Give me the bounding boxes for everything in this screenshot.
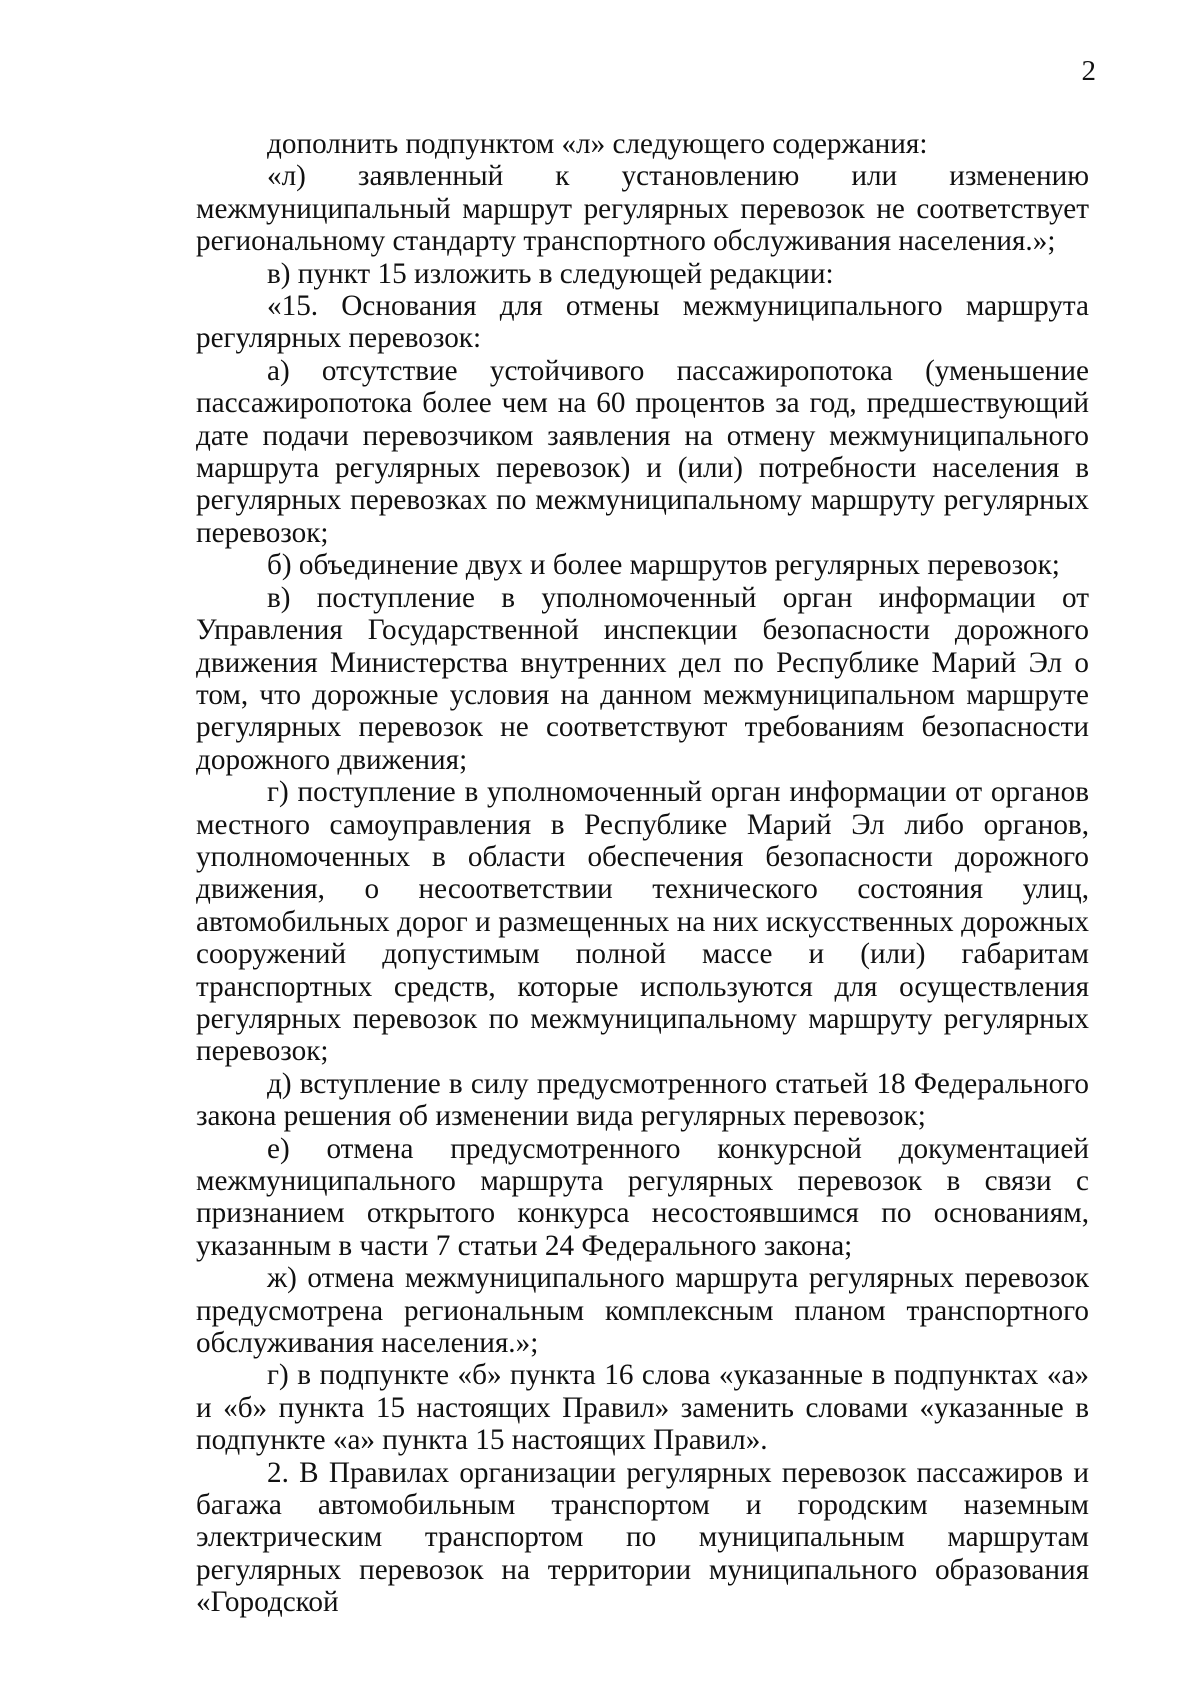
- paragraph-item-15-intro: в) пункт 15 изложить в следующей редакции:: [267, 257, 834, 290]
- paragraph-item-15-d: д) вступление в силу предусмотренного статьей 18 Федерального закона решения об изменении вида регулярных перевозок;: [196, 1067, 1089, 1133]
- page-number: 2: [1081, 55, 1096, 87]
- paragraph-item-16-amendment: г) в подпункте «б» пункта 16 слова «указанные в подпунктах «а» и «б» пункта 15 настоящих Правил» заменить словами «указанные в подпункте «а» пункта 15 настоящих Правил».: [196, 1359, 1089, 1457]
- paragraph-subitem-l-text: «л) заявленный к установлению или изменению межмуниципальный маршрут регулярных перевозок не соответствует региональному стандарту транспортного обслуживания населения.»;: [196, 160, 1089, 258]
- paragraph-section-2: 2. В Правилах организации регулярных перевозок пассажиров и багажа автомобильным транспортом и городским наземным электрическим транспортом по муниципальным маршрутам регулярных перевозок на территории муниципального образования «Городской: [196, 1456, 1089, 1619]
- document-body: [196, 128, 1089, 1619]
- paragraph-add-subitem-l: дополнить подпунктом «л» следующего содержания:: [267, 128, 928, 160]
- paragraph-item-15-heading: «15. Основания для отмены межмуниципального маршрута регулярных перевозок:: [196, 290, 1089, 355]
- paragraph-item-15-v: в) поступление в уполномоченный орган информации от Управления Государственной инспекции безопасности дорожного движения Министерства внутренних дел по Республике Марий Эл о том, что дорожные условия на данном межмуниципальном маршруте регулярных перевозок не соответствуют требованиям безопасности дорожного движения;: [196, 581, 1089, 776]
- paragraph-item-15-a: а) отсутствие устойчивого пассажиропотока (уменьшение пассажиропотока более чем на 60 процентов за год, предшествующий дате подачи перевозчиком заявления на отмену межмуниципального маршрута регулярных перевозок) и (или) потребности населения в регулярных перевозках по межмуниципальному маршруту регулярных перевозок;: [196, 354, 1089, 549]
- paragraph-item-15-g: г) поступление в уполномоченный орган информации от органов местного самоуправления в Республике Марий Эл либо органов, уполномоченных в области обеспечения безопасности дорожного движения, о несоответствии технического состояния улиц, автомобильных дорог и размещенных на них искусственных дорожных сооружений допустимым полной массе и (или) габаритам транспортных средств, которые используются для осуществления регулярных перевозок по межмуниципальному маршруту регулярных перевозок;: [196, 776, 1089, 1068]
- paragraph-item-15-b: б) объединение двух и более маршрутов регулярных перевозок;: [267, 549, 1060, 582]
- paragraph-item-15-zh: ж) отмена межмуниципального маршрута регулярных перевозок предусмотрена региональным комплексным планом транспортного обслуживания населения.»;: [196, 1262, 1089, 1360]
- paragraph-item-15-e: е) отмена предусмотренного конкурсной документацией межмуниципального маршрута регулярных перевозок в связи с признанием открытого конкурса несостоявшимся по основаниям, указанным в части 7 статьи 24 Федерального закона;: [196, 1132, 1089, 1262]
